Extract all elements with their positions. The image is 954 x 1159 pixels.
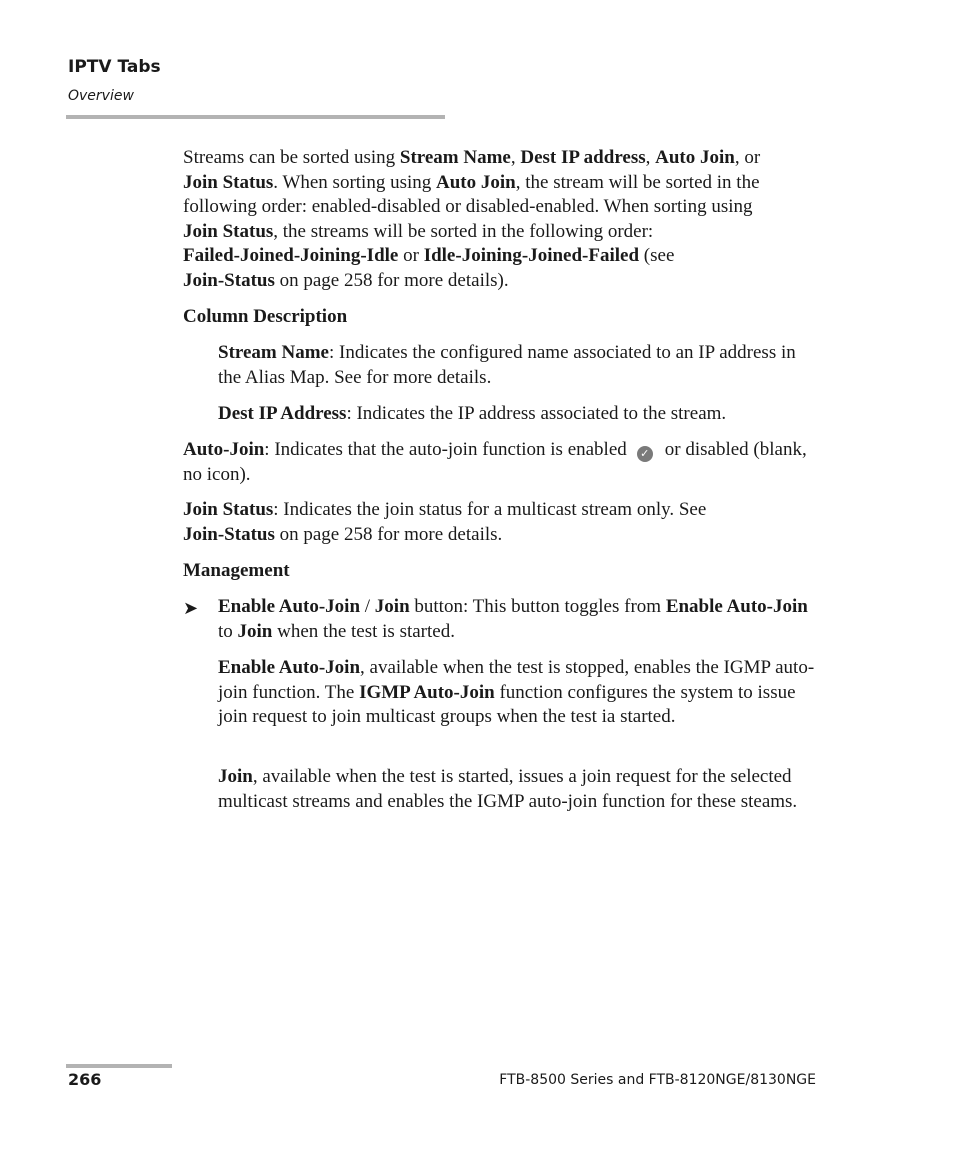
header-rule xyxy=(66,115,445,119)
intro-paragraph: Streams can be sorted using Stream Name, Dest IP address, Auto Join, or Join Status. When sorting using Auto Join, the stream will be sorted in the following order: enabled-disabled or disabled-enabled. When sorting using Join Status, the streams will be sorted in the following order: Failed-Joined-Joining-Idle or Idle-Joining-Joined-Failed (see Join-Status on page 258 for more details). xyxy=(183,147,761,291)
footer-rule xyxy=(66,1064,172,1068)
management-heading: Management xyxy=(183,560,290,581)
dest-ip-description: Dest IP Address: Indicates the IP address associated to the stream. xyxy=(218,403,727,424)
stream-name-description: Stream Name: Indicates the configured name associated to an IP address in the Alias Map. See for more details. xyxy=(218,342,796,388)
join-status-description: Join Status: Indicates the join status for a multicast stream only. See Join-Status on page 258 for more details. xyxy=(183,499,707,545)
page-number: 266 xyxy=(68,1070,102,1089)
auto-join-description: Auto-Join: Indicates that the auto-join function is enabled ✓ or disabled (blank, no icon). xyxy=(183,439,807,485)
header-subtitle: Overview xyxy=(68,88,134,104)
join-status-link[interactable]: Join-Status xyxy=(183,269,275,291)
enable-auto-join-paragraph: Enable Auto-Join, available when the test is stopped, enables the IGMP auto-join function. The IGMP Auto-Join function configures the system to issue join request to join multicast groups when the test ia started. xyxy=(218,657,815,728)
check-circle-icon: ✓ xyxy=(637,446,653,462)
join-status-link-2[interactable]: Join-Status xyxy=(183,523,275,545)
header-title: IPTV Tabs xyxy=(68,57,161,77)
footer-product: FTB-8500 Series and FTB-8120NGE/8130NGE xyxy=(499,1072,816,1088)
arrow-bullet-icon: ➤ xyxy=(183,598,199,619)
join-paragraph: Join, available when the test is started, issues a join request for the selected multicast streams and enables the IGMP auto-join function for these steams. xyxy=(218,766,798,812)
column-description-heading: Column Description xyxy=(183,306,348,327)
enable-join-bullet: Enable Auto-Join / Join button: This button toggles from Enable Auto-Join to Join when the test is started. xyxy=(218,596,808,642)
